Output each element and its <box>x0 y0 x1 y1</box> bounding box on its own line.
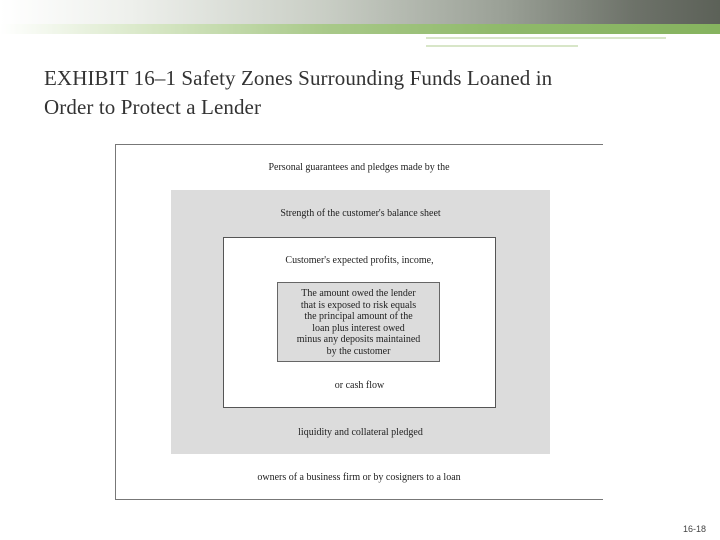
header-decoration-bar <box>0 0 720 24</box>
zone1-top-label: Personal guarantees and pledges made by the <box>268 162 450 173</box>
page-title <box>44 64 684 122</box>
header-accent-line-short <box>426 45 578 47</box>
zone3-top-label: Customer's expected profits, income, <box>285 255 434 266</box>
header-accent-bar <box>0 24 720 34</box>
core-line: loan plus interest owed <box>312 322 405 334</box>
zone2-bottom-label: liquidity and collateral pledged <box>298 427 423 438</box>
header-accent-line <box>426 37 666 39</box>
zone2-top-label: Strength of the customer's balance sheet <box>280 208 441 219</box>
core-line: minus any deposits maintained <box>296 334 421 345</box>
page-title-line-1: EXHIBIT 16–1 Safety Zones Surrounding Funds Loaned in <box>44 66 553 90</box>
zone3-bottom-label: or cash flow <box>334 380 385 391</box>
core-line: that is exposed to risk equals <box>300 299 417 311</box>
core-line: The amount owed the lender <box>301 288 416 299</box>
slide-number: 16-18 <box>682 524 706 534</box>
core-line: the principal amount of the <box>304 311 413 322</box>
core-exposure-text <box>277 288 440 357</box>
core-line: by the customer <box>326 345 391 357</box>
page-title-line-2: Order to Protect a Lender <box>44 95 262 119</box>
zone1-bottom-label: owners of a business firm or by cosigners to a loan <box>257 472 461 483</box>
